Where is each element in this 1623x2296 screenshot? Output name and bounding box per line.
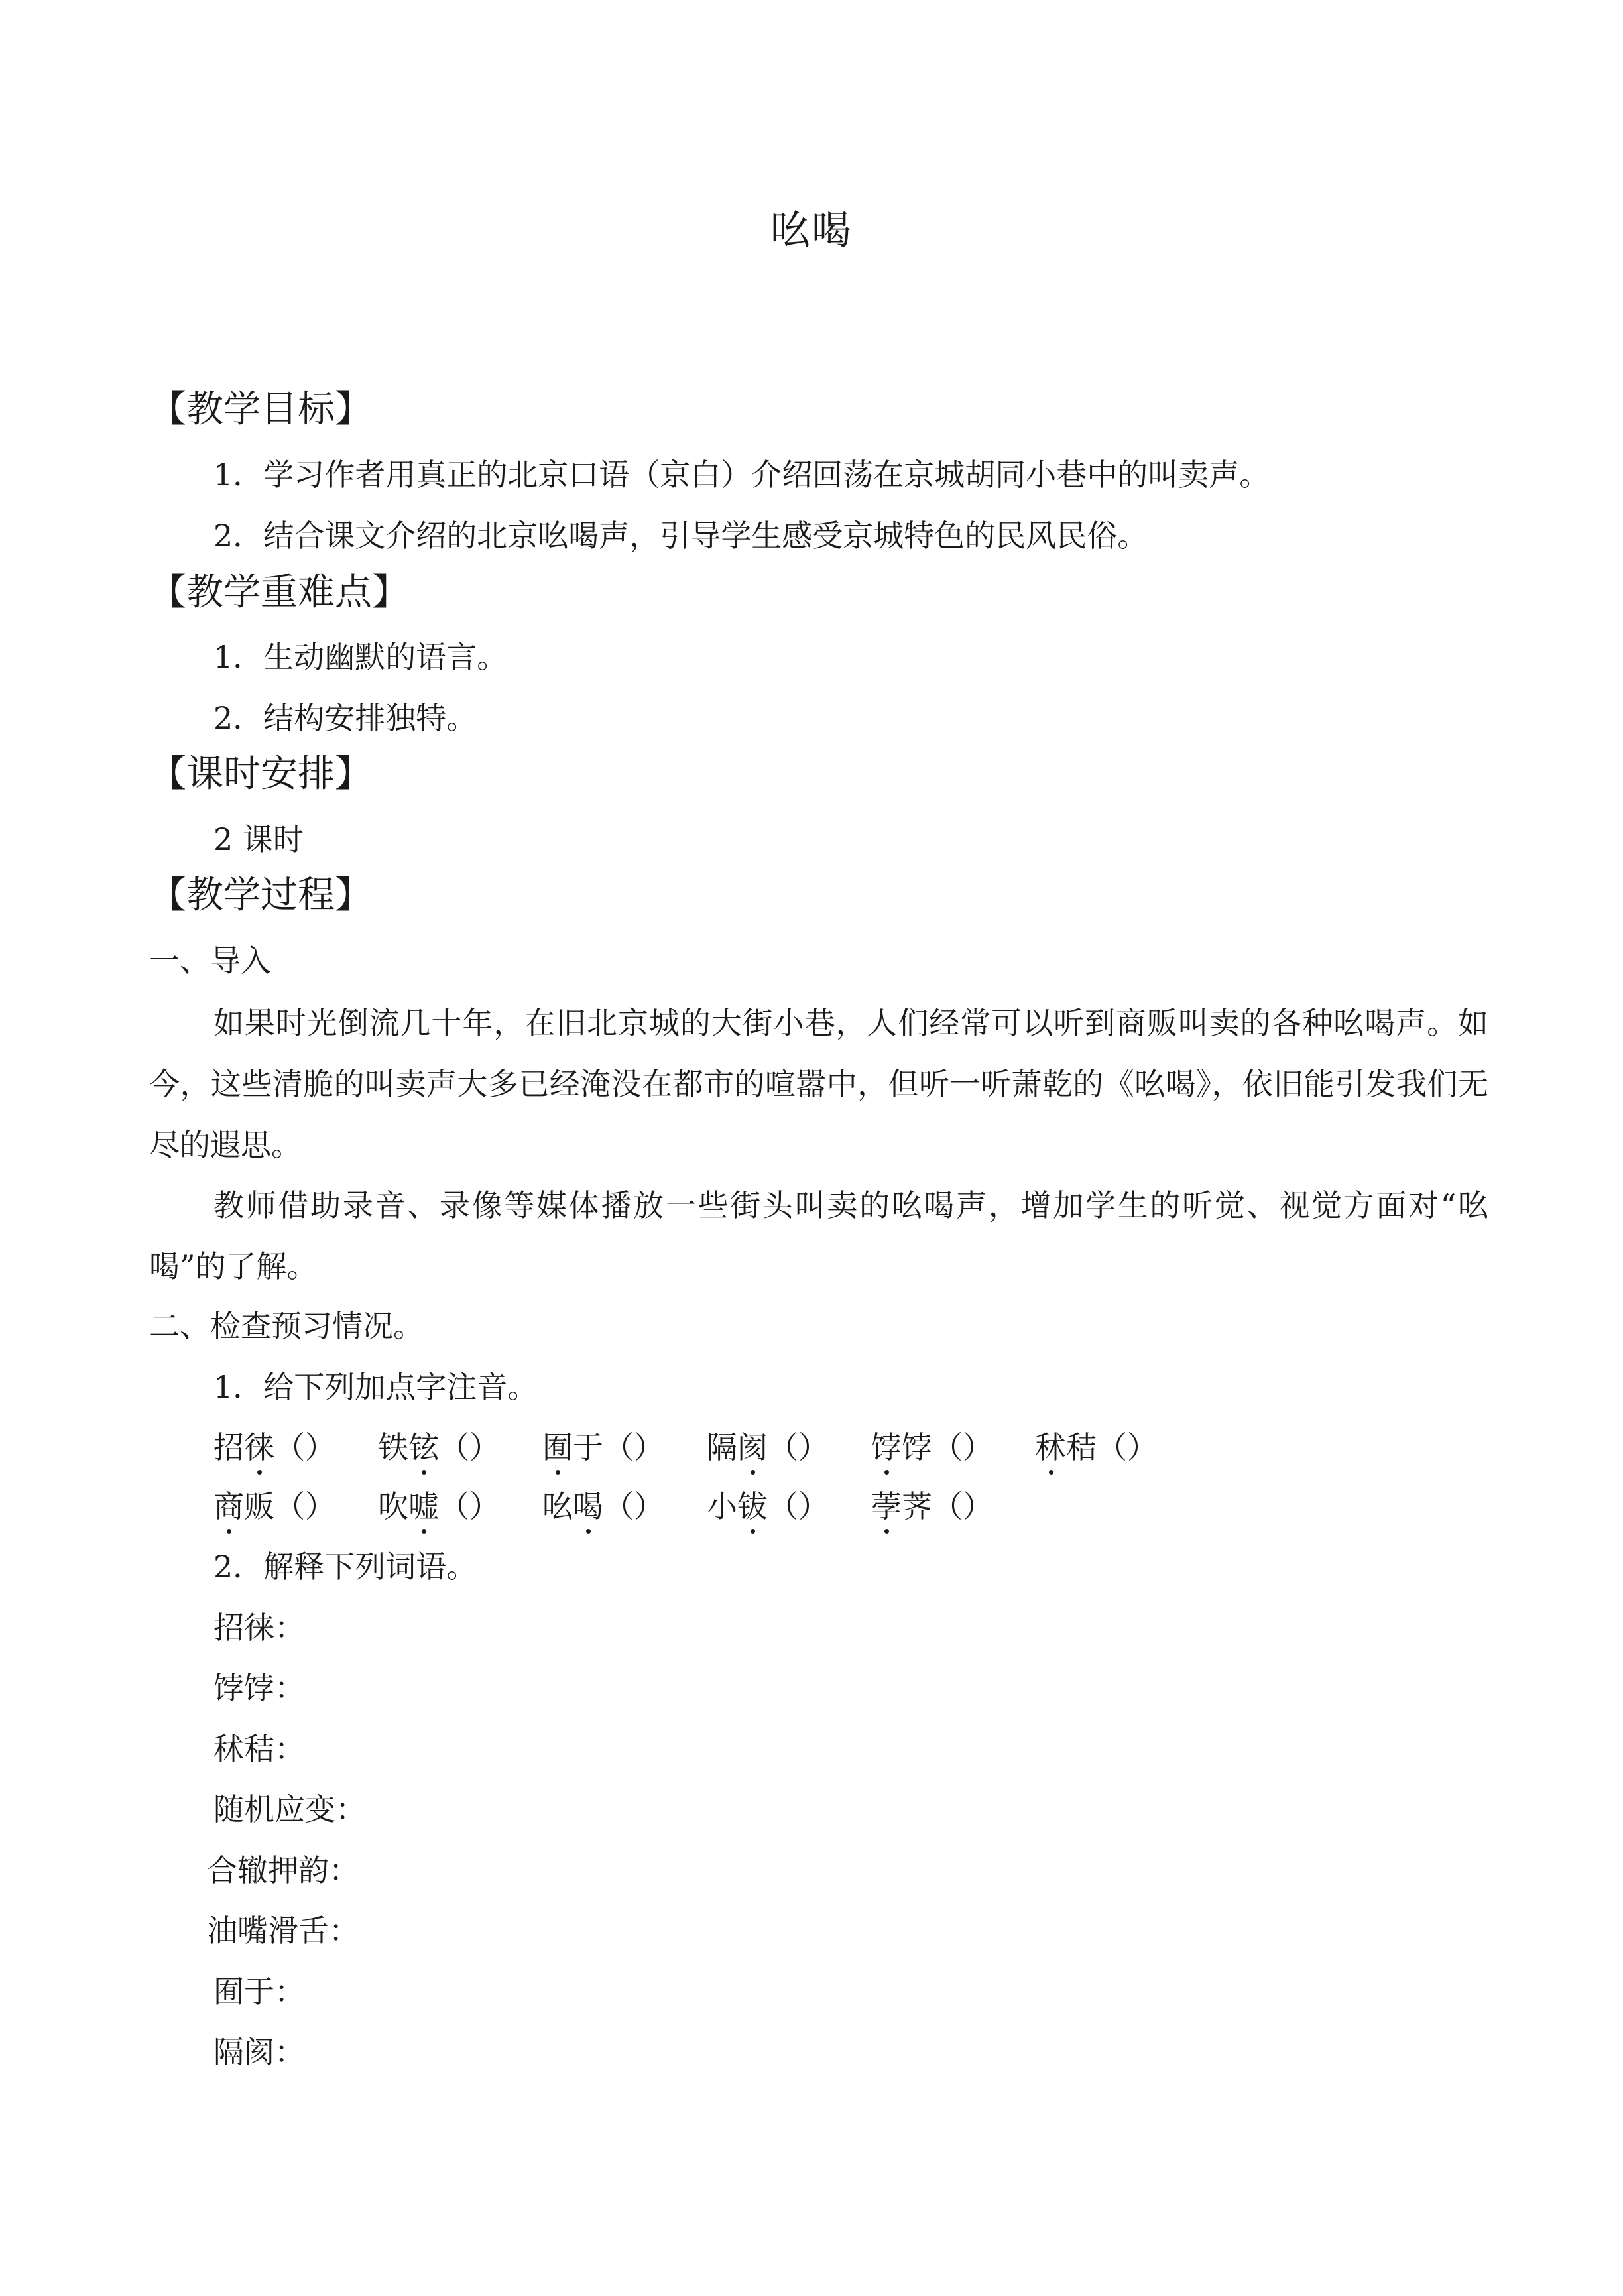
part2-title: 二、检查预习情况。	[149, 1308, 424, 1344]
objectives-heading: 【教学目标】	[149, 388, 372, 431]
pinyin-word: 小钹（）	[707, 1488, 829, 1524]
term-label: 招徕：	[213, 1610, 305, 1646]
definition-task: 2．解释下列词语。	[213, 1549, 477, 1585]
pinyin-task: 1．给下列加点字注音。	[213, 1369, 538, 1405]
term-label: 囿于：	[213, 1974, 305, 2010]
term-label: 随机应变：	[213, 1791, 366, 1827]
term-label: 合辙押韵：	[207, 1852, 359, 1888]
objective-item-2: 2．结合课文介绍的北京吆喝声，引导学生感受京城特色的民风民俗。	[213, 518, 1148, 554]
pinyin-word: 商贩（）	[213, 1488, 335, 1524]
objective-item-1: 1．学习作者用真正的北京口语（京白）介绍回荡在京城胡同小巷中的叫卖声。	[213, 457, 1270, 493]
pinyin-word: 吆喝（）	[542, 1488, 664, 1524]
key-point-item-2: 2．结构安排独特。	[213, 700, 477, 736]
process-heading: 【教学过程】	[149, 874, 372, 917]
pinyin-word: 饽饽（）	[871, 1429, 993, 1465]
term-label: 油嘴滑舌：	[207, 1913, 359, 1949]
pinyin-word: 招徕（）	[213, 1429, 335, 1465]
pinyin-word: 秫秸（）	[1036, 1429, 1158, 1465]
key-point-item-1: 1．生动幽默的语言。	[213, 639, 508, 675]
intro-paragraph: 如果时光倒流几十年，在旧北京城的大街小巷，人们经常可以听到商贩叫卖的各种吆喝声。如今，这些清脆的叫卖声大多已经淹没在都市的喧嚣中，但听一听萧乾的《吆喝》，依旧能引发我们无尽的遐思。	[149, 1005, 1488, 1163]
pinyin-word: 吹嘘（）	[378, 1488, 500, 1524]
term-label: 秫秸：	[213, 1731, 305, 1767]
part1-title: 一、导入	[149, 943, 271, 979]
key-points-heading: 【教学重难点】	[149, 571, 409, 614]
pinyin-word: 荸荠（）	[871, 1488, 993, 1524]
schedule-text: 2 课时	[213, 821, 304, 857]
pinyin-word: 隔阂（）	[707, 1429, 829, 1465]
pinyin-word: 铁铉（）	[378, 1429, 500, 1465]
term-label: 隔阂：	[213, 2034, 305, 2070]
term-label: 饽饽：	[213, 1670, 305, 1706]
page-title: 吆喝	[770, 208, 853, 254]
schedule-heading: 【课时安排】	[149, 753, 372, 796]
pinyin-word: 囿于（）	[542, 1429, 664, 1465]
teacher-paragraph: 教师借助录音、录像等媒体播放一些街头叫卖的吆喝声，增加学生的听觉、视觉方面对“吆喝”的了解。	[149, 1187, 1488, 1284]
